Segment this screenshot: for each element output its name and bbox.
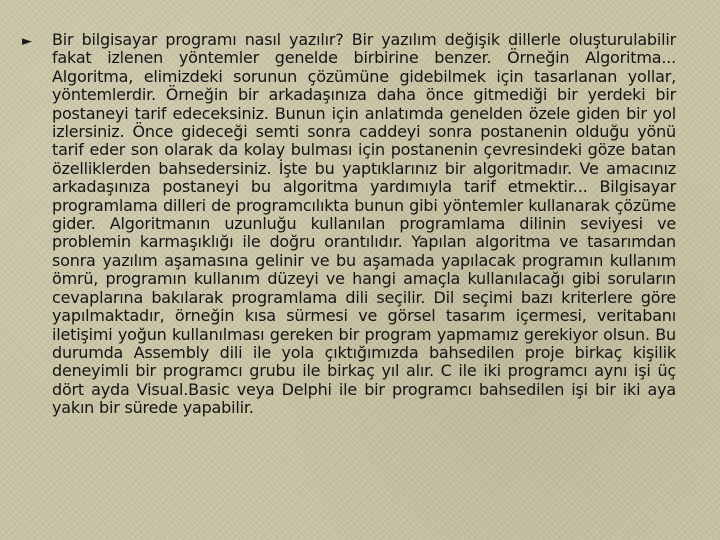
bullet-arrow-icon: ► (22, 34, 32, 49)
body-paragraph: Bir bilgisayar programı nasıl yazılır? Bir yazılım değişik dillerle oluşturulabilir fakat izlenen yöntemler genelde birbirine benzer. Örneğin Algoritma... Algoritma, elimizdeki sorunun çözümüne gidebilmek için tasarlanan yollar, yöntemlerdir. Örneğin bir arkadaşınıza daha önce gitmediği bir yerdeki bir postaneyi tarif edeceksiniz. Bunun için anlatımda genelden özele giden bir yol izlersiniz. Önce gideceği semti sonra caddeyi sonra postanenin olduğu yönü tarif eder son olarak da kolay bulması için postanenin çevresindeki göze batan özelliklerden bahsedersiniz. İşte bu yaptıklarınız bir algoritmadır. Ve amacınız arkadaşınıza postaneyi bu algoritma yardımıyla tarif etmektir... Bilgisayar programlama dilleri de programcılıkta bunun gibi yöntemler kullanarak çözüme gider. Algoritmanın uzunluğu kullanılan programlama dilinin seviyesi ve problemin karmaşıklığı ile doğru orantılıdır. Yapılan algoritma ve tasarımdan sonra yazılım aşamasına gelinir ve bu aşamada yapılacak programın kullanım ömrü, programın kullanım düzeyi ve hangi amaçla kullanılacağı gibi soruların cevaplarına bakılarak programlama dili seçilir. Dil seçimi bazı kriterlere göre yapılmaktadır, örneğin kısa sürmesi ve görsel tasarım içermesi, veritabanı iletişimi yoğun kullanılması gereken bir program yapmamız gerekiyor olsun. Bu durumda Assembly dili ile yola çıktığımızda bahsedilen proje birkaç kişilik deneyimli bir programcı grubu ile birkaç yıl alır. C ile iki programcı aynı işi üç dört ayda Visual.Basic veya Delphi ile bir programcı bahsedilen işi bir iki aya yakın bir sürede yapabilir. (52, 30, 676, 418)
